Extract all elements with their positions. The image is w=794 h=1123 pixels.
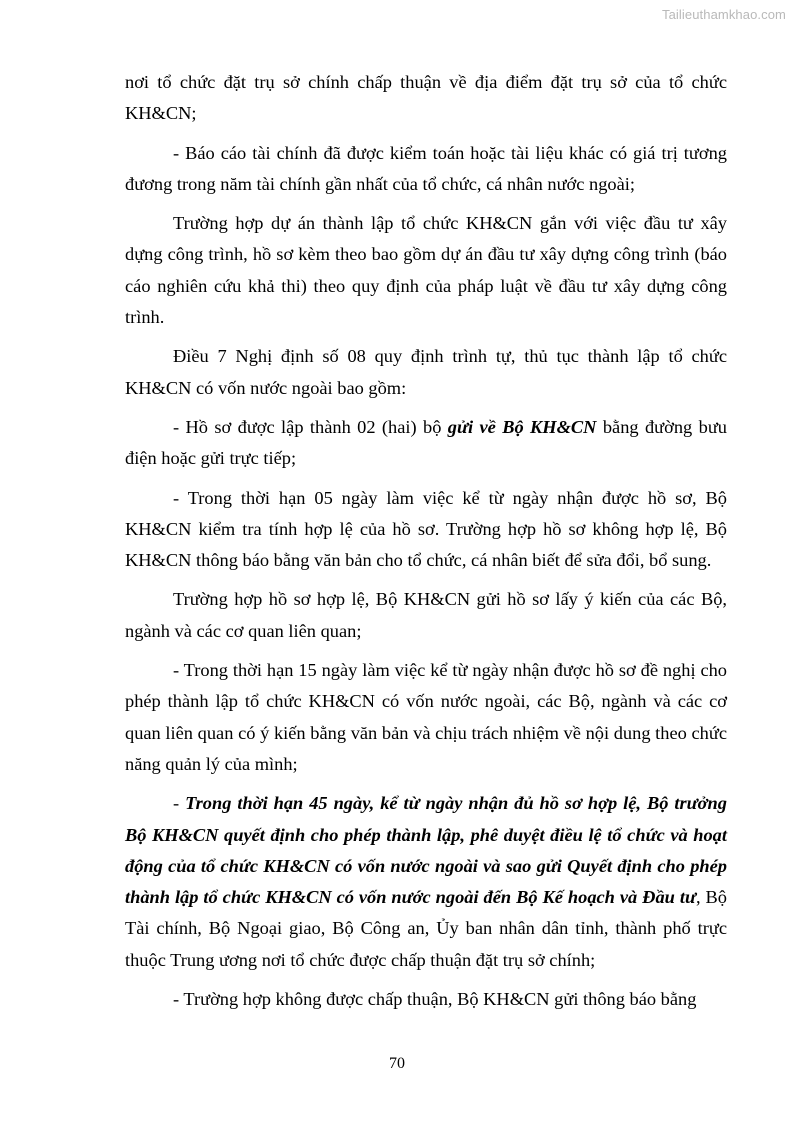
text-run: - Trong thời hạn 05 ngày làm việc kể từ ngày nhận được hồ sơ, Bộ KH&CN kiểm tra tính hợp lệ của hồ sơ. Trường hợp hồ sơ không hợp lệ, Bộ KH&CN thông báo bằng văn bản cho tổ chức, cá nhân biết để sửa đổi, bổ sung.: [125, 487, 727, 571]
text-run: Trường hợp hồ sơ hợp lệ, Bộ KH&CN gửi hồ sơ lấy ý kiến của các Bộ, ngành và các cơ quan liên quan;: [125, 589, 727, 641]
text-run: bằng đường bưu điện hoặc gửi trực tiếp;: [125, 416, 727, 469]
watermark-text: Tailieuthamkhao.com: [661, 7, 786, 22]
text-run: Trường hợp dự án thành lập tổ chức KH&CN gắn với việc đầu tư xây dựng công trình, hồ sơ kèm theo bao gồm dự án đầu tư xây dựng công trình (báo cáo nghiên cứu khả thi) theo quy định của pháp luật về đầu tư xây dựng công trình.: [125, 213, 727, 328]
text-run: - Trường hợp không được chấp thuận, Bộ KH&CN gửi thông báo bằng: [173, 989, 697, 1010]
page-number: 70: [389, 1055, 405, 1072]
document-body: [125, 67, 727, 1023]
paragraph: [125, 483, 727, 577]
paragraph: [125, 208, 727, 333]
text-run: Điều 7 Nghị định số 08 quy định trình tự, thủ tục thành lập tổ chức KH&CN có vốn nước ngoài bao gồm:: [125, 346, 727, 398]
text-run: , Bộ Tài chính, Bộ Ngoại giao, Bộ Công an, Ủy ban nhân dân tỉnh, thành phố trực thuộc Trung ương nơi tổ chức được chấp thuận đặt trụ sở chính;: [125, 887, 727, 970]
emphasis-text: gửi về Bộ KH&CN: [447, 416, 597, 437]
paragraph: [125, 788, 727, 976]
emphasis-text: Trong thời hạn 45 ngày, kể từ ngày nhận đủ hồ sơ hợp lệ, Bộ trưởng Bộ KH&CN quyết định cho phép thành lập, phê duyệt điều lệ tổ chức và hoạt động của tổ chức KH&CN có vốn nước ngoài và sao gửi Quyết định cho phép thành lập tổ chức KH&CN có vốn nước ngoài đến Bộ Kế hoạch và Đầu tư: [125, 793, 727, 908]
paragraph: [125, 655, 727, 780]
paragraph: [125, 138, 727, 201]
paragraph: [125, 984, 727, 1015]
text-run: - Hồ sơ được lập thành 02 (hai) bộ: [173, 416, 448, 437]
paragraph: [125, 584, 727, 647]
paragraph: [125, 341, 727, 404]
paragraph: [125, 67, 727, 130]
text-run: - Báo cáo tài chính đã được kiểm toán hoặc tài liệu khác có giá trị tương đương trong năm tài chính gần nhất của tổ chức, cá nhân nước ngoài;: [125, 142, 727, 194]
text-run: - Trong thời hạn 15 ngày làm việc kể từ ngày nhận được hồ sơ đề nghị cho phép thành lập tổ chức KH&CN có vốn nước ngoài, các Bộ, ngành và các cơ quan liên quan có ý kiến bằng văn bản và chịu trách nhiệm về nội dung theo chức năng quản lý của mình;: [125, 660, 727, 774]
text-run: nơi tổ chức đặt trụ sở chính chấp thuận về địa điểm đặt trụ sở của tổ chức KH&CN;: [125, 72, 727, 124]
paragraph: [125, 412, 727, 475]
text-run: -: [173, 793, 186, 814]
